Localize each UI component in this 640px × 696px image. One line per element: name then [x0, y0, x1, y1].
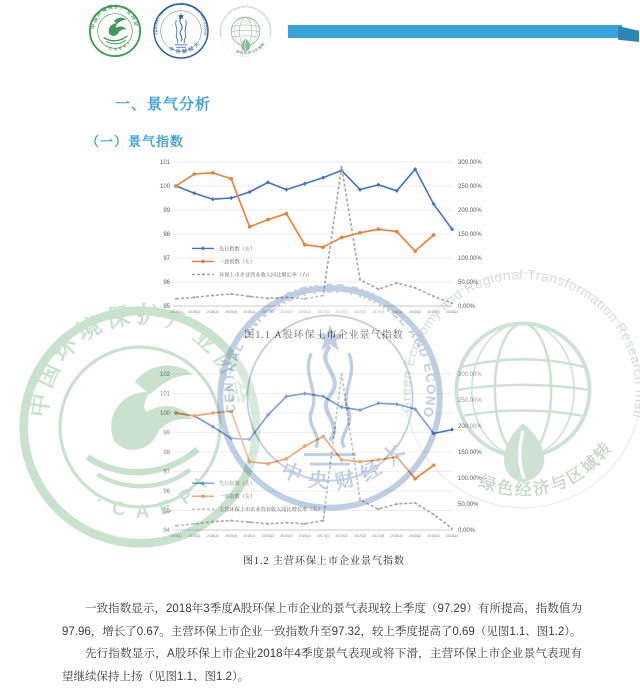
svg-text:2015Q3: 2015Q3 — [206, 534, 219, 538]
section-title: 一、景气分析 — [115, 96, 212, 113]
svg-text:2017Q1: 2017Q1 — [317, 534, 330, 538]
svg-text:100.00%: 100.00% — [458, 256, 482, 262]
svg-text:2015Q2: 2015Q2 — [188, 310, 201, 314]
svg-text:2016Q1: 2016Q1 — [243, 310, 256, 314]
svg-text:2015Q4: 2015Q4 — [225, 534, 238, 538]
svg-text:2015Q4: 2015Q4 — [225, 310, 238, 314]
svg-text:2015Q1: 2015Q1 — [169, 534, 183, 538]
svg-text:50.00%: 50.00% — [458, 280, 479, 286]
svg-text:环保上市企业营业收入同比增长率（右）: 环保上市企业营业收入同比增长率（右） — [219, 272, 313, 279]
svg-text:2017Q3: 2017Q3 — [353, 310, 367, 314]
paragraph-leading-index: 先行指数显示，A股环保上市企业2018年4季度景气表现或将下滑，主营环保上市企业景气表现有望继续保持上扬（见图1.1、图1.2）。 — [62, 648, 582, 683]
svg-text:98: 98 — [163, 450, 170, 456]
svg-text:50.00%: 50.00% — [458, 502, 479, 508]
svg-text:一致指数（左）: 一致指数（左） — [219, 494, 256, 501]
svg-text:2016Q2: 2016Q2 — [261, 310, 275, 314]
svg-text:100: 100 — [159, 184, 170, 190]
header-ribbon — [288, 25, 622, 38]
svg-text:2017Q2: 2017Q2 — [335, 310, 348, 314]
svg-text:100.00%: 100.00% — [458, 476, 482, 482]
svg-text:2016Q4: 2016Q4 — [298, 534, 311, 538]
svg-text:2018Q3: 2018Q3 — [427, 310, 440, 314]
svg-text:96: 96 — [163, 280, 170, 286]
svg-text:2017Q4: 2017Q4 — [372, 310, 385, 314]
subsection-title: （一）景气指数 — [86, 134, 185, 149]
svg-text:2016Q4: 2016Q4 — [298, 310, 311, 314]
svg-text:0.00%: 0.00% — [458, 304, 476, 310]
svg-text:99: 99 — [163, 430, 170, 437]
svg-text:2016Q3: 2016Q3 — [280, 534, 293, 538]
svg-text:2017Q3: 2017Q3 — [353, 534, 367, 538]
svg-text:2018Q1: 2018Q1 — [390, 310, 403, 314]
svg-text:2015Q2: 2015Q2 — [188, 534, 201, 538]
svg-text:94: 94 — [163, 528, 170, 534]
chart-figure-1-1 — [150, 154, 498, 322]
svg-text:97: 97 — [163, 256, 170, 262]
figure-1-1-caption: 图1.1 A股环保上市企业景气指数 — [244, 330, 404, 341]
svg-text:2018Q4: 2018Q4 — [445, 310, 459, 314]
svg-text:250.00%: 250.00% — [458, 398, 482, 404]
svg-text:200.00%: 200.00% — [458, 424, 482, 430]
svg-text:2015Q3: 2015Q3 — [206, 310, 219, 314]
svg-text:2018Q1: 2018Q1 — [390, 534, 403, 538]
svg-text:2016Q2: 2016Q2 — [261, 534, 275, 538]
cufe-phoenix-seal-icon — [152, 2, 210, 60]
svg-text:250.00%: 250.00% — [458, 184, 482, 190]
svg-text:97: 97 — [163, 469, 170, 476]
svg-text:先行指数（左）: 先行指数（左） — [219, 481, 256, 488]
svg-text:102: 102 — [159, 372, 170, 378]
figure-1-2-caption: 图1.2 主营环保上市企业景气指数 — [243, 556, 405, 567]
svg-text:2018Q2: 2018Q2 — [409, 534, 422, 538]
chart-figure-1-2 — [150, 366, 498, 546]
svg-text:95: 95 — [163, 304, 170, 310]
svg-text:98: 98 — [163, 232, 170, 238]
svg-text:200.00%: 200.00% — [458, 208, 482, 214]
svg-text:先行指数（左）: 先行指数（左） — [219, 246, 256, 253]
svg-text:101: 101 — [159, 391, 170, 398]
svg-text:一致指数（左）: 一致指数（左） — [219, 259, 256, 266]
svg-text:0.00%: 0.00% — [458, 528, 476, 534]
svg-text:300.00%: 300.00% — [458, 160, 482, 166]
svg-text:96: 96 — [163, 489, 170, 495]
svg-text:99: 99 — [163, 208, 170, 214]
svg-text:2018Q3: 2018Q3 — [427, 534, 440, 538]
green-economy-globe-seal-icon — [218, 4, 273, 59]
svg-text:2017Q4: 2017Q4 — [372, 534, 385, 538]
caepi-dove-seal-icon — [88, 4, 142, 58]
svg-text:2017Q1: 2017Q1 — [317, 310, 330, 314]
svg-text:300.00%: 300.00% — [458, 372, 482, 378]
svg-text:95: 95 — [163, 508, 170, 515]
svg-text:2018Q2: 2018Q2 — [409, 310, 422, 314]
svg-text:2017Q2: 2017Q2 — [335, 534, 348, 538]
svg-text:2016Q3: 2016Q3 — [280, 310, 293, 314]
header-ribbon-fold — [618, 26, 639, 42]
svg-text:主营环保上市企业营业收入同比增长率（右）: 主营环保上市企业营业收入同比增长率（右） — [219, 507, 323, 514]
paragraph-coincident-index: 一致指数显示，2018年3季度A股环保上市企业的景气表现较上季度（97.29）有所提高，指数值为97.96，增长了0.67。主营环保上市企业一致指数升至97.32，较上季度提高了0.69（见图1.1、图1.2）。 — [62, 603, 582, 638]
analysis-text — [62, 598, 582, 688]
svg-text:150.00%: 150.00% — [458, 450, 482, 456]
svg-text:150.00%: 150.00% — [458, 232, 482, 238]
svg-text:2016Q1: 2016Q1 — [243, 534, 256, 538]
svg-text:100: 100 — [159, 411, 170, 417]
svg-text:2015Q1: 2015Q1 — [169, 310, 183, 314]
svg-text:2018Q4: 2018Q4 — [445, 534, 459, 538]
svg-text:101: 101 — [159, 160, 170, 166]
